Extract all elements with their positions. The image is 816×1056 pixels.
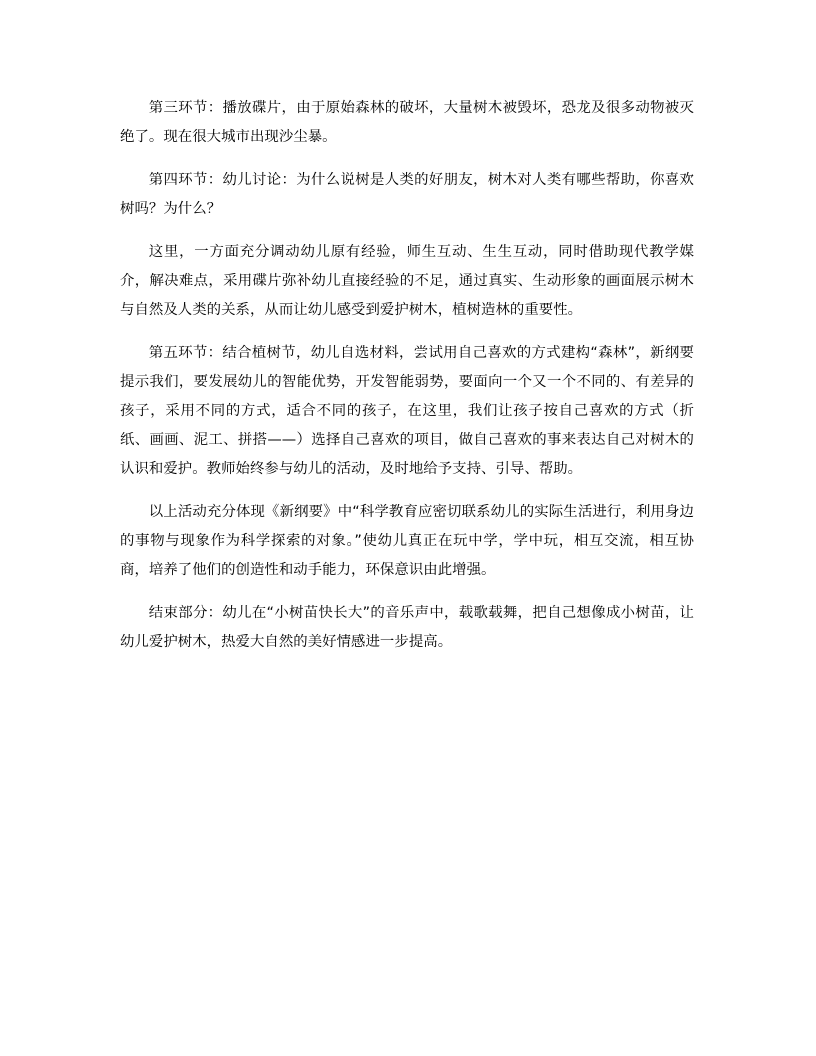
paragraph-commentary: 这里，一方面充分调动幼儿原有经验，师生互动、生生互动，同时借助现代教学媒介，解决难点，采用碟片弥补幼儿直接经验的不足，通过真实、生动形象的画面展示树木与自然及人类的关系，从而让幼儿感受到爱护树木，植树造林的重要性。 (120, 244, 694, 318)
paragraph-stage-three: 第三环节：播放碟片，由于原始森林的破坏，大量树木被毁坏，恐龙及很多动物被灭绝了。现在很大城市出现沙尘暴。 (120, 100, 694, 145)
paragraph-stage-five: 第五环节：结合植树节，幼儿自选材料，尝试用自己喜欢的方式建构“森林”，新纲要提示我们，要发展幼儿的智能优势，开发智能弱势，要面向一个又一个不同的、有差异的孩子，采用不同的方式，适合不同的孩子，在这里，我们让孩子按自己喜欢的方式（折纸、画画、泥工、拼搭——）选择自己喜欢的项目，做自己喜欢的事来表达自己对树木的认识和爱护。教师始终参与幼儿的活动，及时地给予支持、引导、帮助。 (120, 345, 694, 477)
paragraph-summary: 以上活动充分体现《新纲要》中“科学教育应密切联系幼儿的实际生活进行，利用身边的事物与现象作为科学探索的对象。”使幼儿真正在玩中学，学中玩，相互交流，相互协商，培养了他们的创造性和动手能力，环保意识由此增强。 (120, 504, 694, 578)
paragraph-ending: 结束部分：幼儿在“小树苗快长大”的音乐声中，载歌载舞，把自己想像成小树苗，让幼儿爱护树木，热爱大自然的美好情感进一步提高。 (120, 605, 694, 650)
document-body (120, 94, 694, 671)
paragraph-stage-four: 第四环节：幼儿讨论：为什么说树是人类的好朋友，树木对人类有哪些帮助，你喜欢树吗？为什么？ (120, 172, 694, 217)
